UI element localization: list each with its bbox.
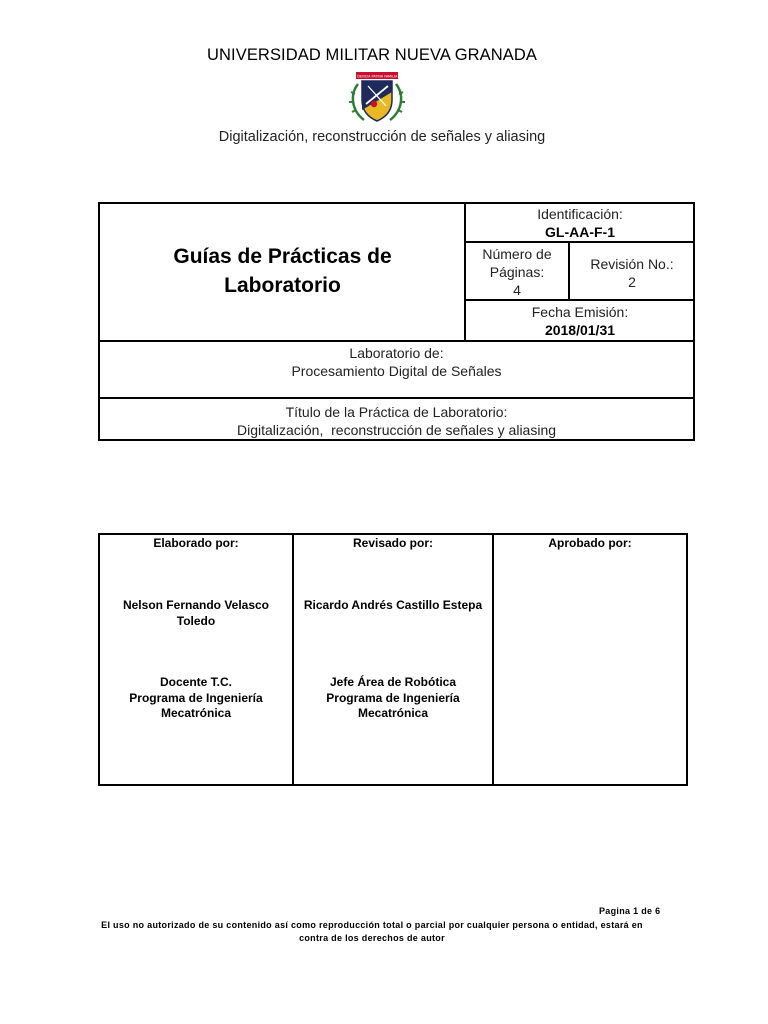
reviewed-by-role <box>294 675 492 722</box>
practice-title-label: Título de la Práctica de Laboratorio: <box>285 404 508 420</box>
table-divider <box>464 241 695 243</box>
role-line: Mecatrónica <box>357 706 429 720</box>
table-divider <box>98 340 695 342</box>
revision-cell <box>570 255 694 291</box>
table-divider <box>492 533 494 786</box>
page-count-cell <box>466 245 568 299</box>
identification-code: GL-AA-F-1 <box>545 224 615 240</box>
revision-label: Revisión No.: <box>590 256 674 272</box>
table-divider <box>98 397 695 399</box>
copyright-line: contra de los derechos de autor <box>299 933 445 943</box>
page-count-label: Páginas: <box>489 264 545 280</box>
name-line: Toledo <box>176 613 216 628</box>
reviewed-by-label: Revisado por: <box>352 536 433 550</box>
page-count-value: 4 <box>513 282 521 298</box>
page-count-label: Número de <box>482 246 552 262</box>
approved-by-label: Aprobado por: <box>548 536 632 550</box>
guide-title-line: Laboratorio <box>224 274 341 297</box>
prepared-by-role <box>100 675 292 722</box>
copyright-notice <box>100 919 644 945</box>
identification-label: Identificación: <box>537 206 623 222</box>
laboratory-cell <box>100 344 693 380</box>
role-line: Programa de Ingeniería <box>129 690 263 705</box>
issue-date-label: Fecha Emisión: <box>531 304 629 320</box>
laboratory-value: Procesamiento Digital de Señales <box>291 363 502 379</box>
table-divider <box>464 299 695 301</box>
role-line: Programa de Ingeniería <box>326 690 460 705</box>
copyright-line: El uso no autorizado de su contenido así como reproducción total o parcial por cualquier persona o entidad, estará en <box>101 920 643 930</box>
laboratory-label: Laboratorio de: <box>349 345 444 361</box>
role-line: Docente T.C. <box>159 675 232 689</box>
name-line: Nelson Fernando Velasco <box>122 598 270 612</box>
practice-title-value: Digitalización, reconstrucción de señales y aliasing <box>236 422 557 438</box>
crest-motto-text: CIENCIA PATRIA FAMILIA <box>356 74 398 79</box>
university-title: UNIVERSIDAD MILITAR NUEVA GRANADA <box>207 46 537 64</box>
prepared-by-name <box>100 598 292 629</box>
university-crest-logo <box>346 70 408 126</box>
role-line: Mecatrónica <box>160 706 232 720</box>
revision-value: 2 <box>628 274 636 290</box>
signature-table <box>98 533 688 786</box>
prepared-by-label: Elaborado por: <box>153 536 239 550</box>
page-indicator: Pagina 1 de 6 <box>599 906 661 916</box>
role-line: Jefe Área de Robótica <box>329 675 457 689</box>
issue-date-value: 2018/01/31 <box>544 322 616 338</box>
reviewed-by-name: Ricardo Andrés Castillo Estepa <box>303 598 483 612</box>
guide-title <box>100 242 465 300</box>
document-subtitle: Digitalización, reconstrucción de señales y aliasing <box>218 129 546 145</box>
practice-title-cell <box>100 403 693 439</box>
table-divider <box>292 533 294 786</box>
guide-title-line: Guías de Prácticas de <box>173 245 392 268</box>
